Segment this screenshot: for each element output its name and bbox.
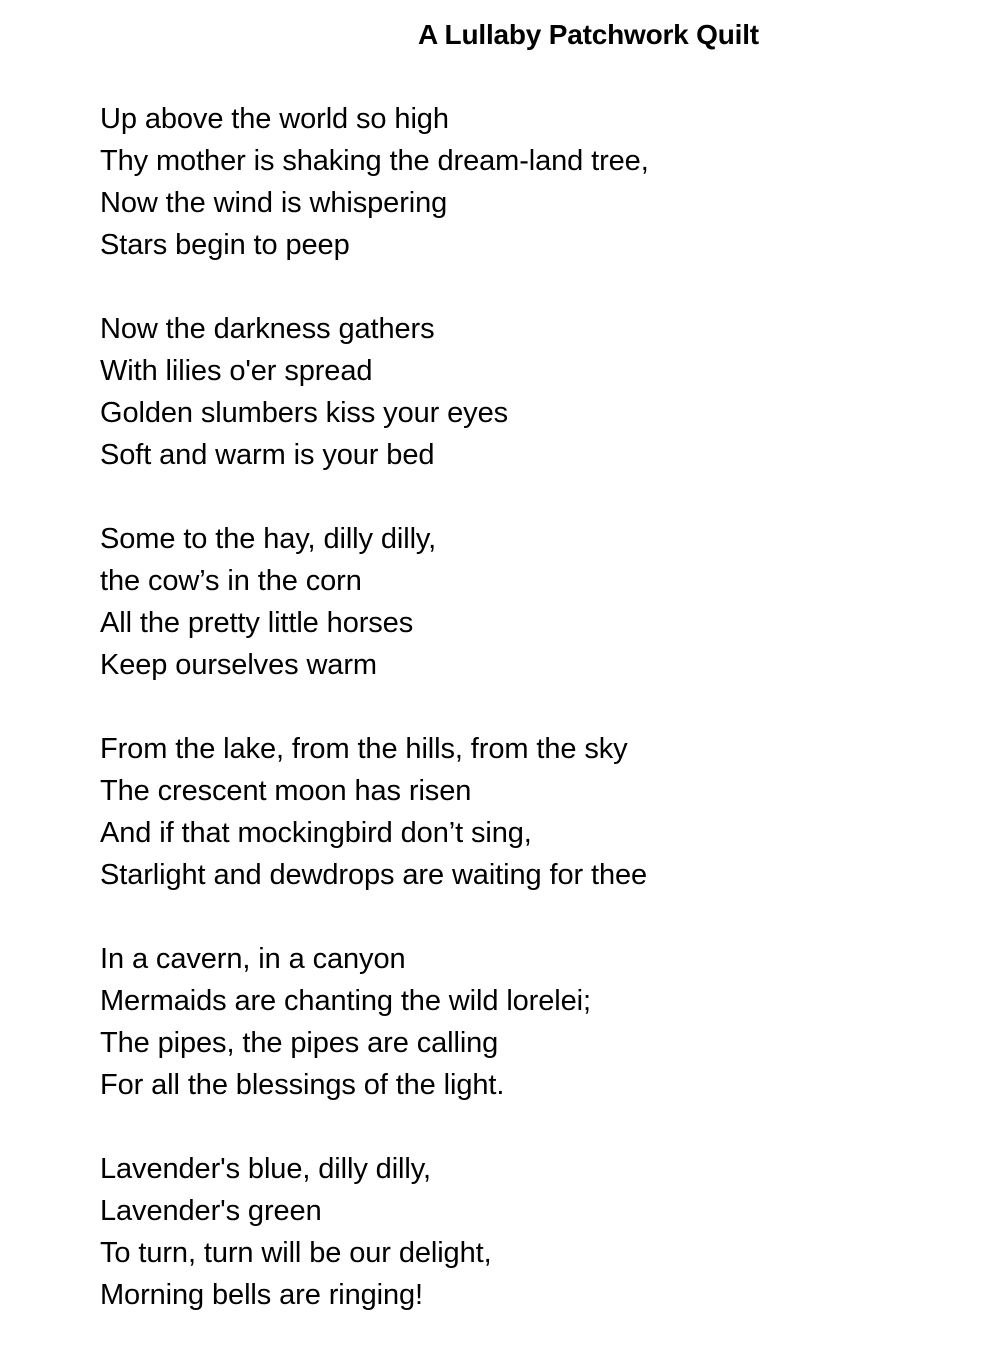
poem-line: the cow’s in the corn [100,565,362,597]
poem-line: Up above the world so high [100,103,449,135]
poem-line: Stars begin to peep [100,229,350,261]
stanza [100,308,980,476]
poem-line: In a cavern, in a canyon [100,943,406,975]
poem-line: Thy mother is shaking the dream-land tree, [100,145,649,177]
poem-line: From the lake, from the hills, from the sky [100,733,628,765]
poem-body [100,98,980,1358]
poem-line: Lavender's blue, dilly dilly, [100,1153,431,1185]
poem-line: Golden slumbers kiss your eyes [100,397,508,429]
poem-line: Starlight and dewdrops are waiting for thee [100,859,648,891]
poem-line: Morning bells are ringing! [100,1279,424,1311]
poem-line: For all the blessings of the light. [100,1069,505,1101]
poem-line: The pipes, the pipes are calling [100,1027,499,1059]
poem-line: All the pretty little horses [100,607,414,639]
stanza [100,98,980,266]
poem-line: With lilies o'er spread [100,355,373,387]
poem-line: Now the wind is whispering [100,187,448,219]
poem-line: Now the darkness gathers [100,313,435,345]
poem-line: The crescent moon has risen [100,775,472,807]
poem-line: Mermaids are chanting the wild lorelei; [100,985,591,1017]
stanza [100,728,980,896]
poem-line: Some to the hay, dilly dilly, [100,523,437,555]
poem-line: To turn, turn will be our delight, [100,1237,492,1269]
poem-line: Soft and warm is your bed [100,439,435,471]
poem-line: Lavender's green [100,1195,322,1227]
stanza [100,518,980,686]
stanza [100,1148,980,1316]
poem-line: Keep ourselves warm [100,649,377,681]
poem-title: A Lullaby Patchwork Quilt [418,19,759,50]
stanza [100,938,980,1106]
poem-line: And if that mockingbird don’t sing, [100,817,532,849]
